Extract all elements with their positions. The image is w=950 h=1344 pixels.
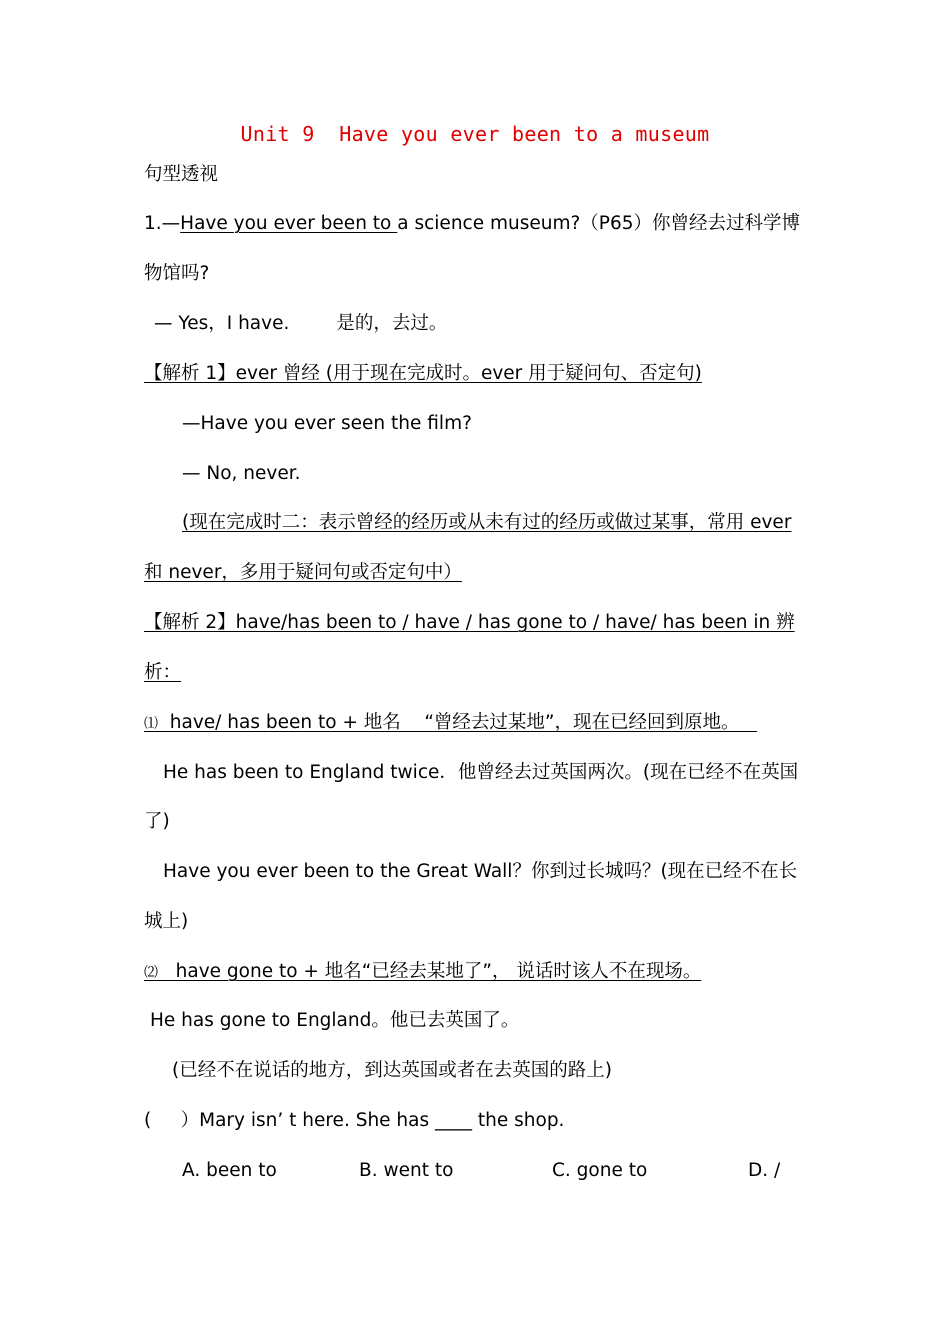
point2-example: He has gone to England。他已去英国了。 (150, 1010, 520, 1031)
exercise-option-d: D. / (748, 1160, 781, 1181)
item1-answer: — Yes，I have. 是的，去过。 (154, 313, 448, 334)
analysis1-label: 【解析 1】ever 曾经 (用于现在完成时。ever 用于疑问句、否定句) (144, 363, 702, 384)
exercise-stem: ( ）Mary isn’ t here. She has ____ the shop. (144, 1110, 565, 1131)
analysis2-label-line2: 析： (144, 662, 182, 683)
point1-example1-line2: 了) (144, 811, 170, 832)
point2-text: have gone to + 地名“已经去某地了”， 说话时该人不在现场。 (158, 961, 702, 982)
point1-text: have/ has been to + 地名 “曾经去过某地”，现在已经回到原地。 (158, 712, 758, 733)
exercise-option-a: A. been to (182, 1160, 277, 1181)
item1-underlined-phrase: Have you ever been to (180, 213, 398, 234)
exercise-option-c: C. gone to (552, 1160, 648, 1181)
section-heading: 句型透视 (144, 164, 219, 185)
analysis1-note-line1: (现在完成时二：表示曾经的经历或从未有过的经历或做过某事，常用 ever (182, 512, 792, 533)
item1-number: 1.— (144, 213, 181, 234)
analysis2-point2 (144, 959, 701, 986)
analysis1-note-line2: 和 never，多用于疑问句或否定句中） (144, 562, 462, 583)
point1-number: ⑴ (144, 716, 158, 732)
item1-rest: a science museum?（P65）你曾经去过科学博 (397, 213, 801, 234)
point1-example2-line1: Have you ever been to the Great Wall？你到过长城吗？(现在已经不在长 (163, 861, 798, 882)
analysis1-example-question: —Have you ever seen the film? (182, 413, 472, 434)
point2-example-note: (已经不在说话的地方，到达英国或者在去英国的路上) (172, 1060, 612, 1081)
point1-example1-line1: He has been to England twice．他曾经去过英国两次。(现在已经不在英国 (163, 762, 799, 783)
item1-question-continued: 物馆吗? (144, 263, 210, 284)
analysis2-point1 (144, 710, 757, 737)
document-title: Unit 9 Have you ever been to a museum (240, 122, 710, 146)
point2-number: ⑵ (144, 965, 158, 981)
item1-question (144, 211, 800, 237)
exercise-option-b: B. went to (359, 1160, 454, 1181)
analysis2-label-line1: 【解析 2】have/has been to / have / has gone to / have/ has been in 辨 (144, 612, 795, 633)
point1-example2-line2: 城上) (144, 911, 189, 932)
analysis1-example-answer: — No, never. (182, 463, 301, 484)
